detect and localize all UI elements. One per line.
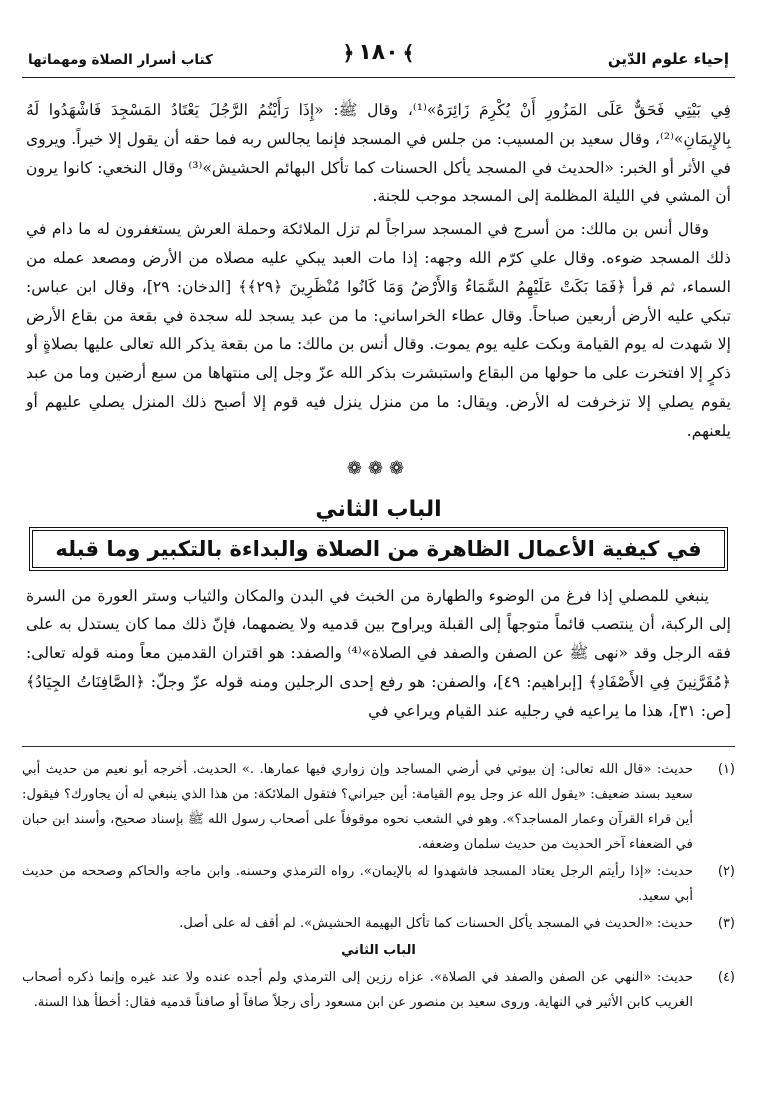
chapter-subtitle-box (32, 530, 725, 568)
main-text-2 (22, 582, 735, 726)
running-header (22, 14, 735, 78)
main-text (22, 96, 735, 446)
section-separator: ❁❁❁ (346, 457, 411, 479)
chapter-title: كتاب أسرار الصلاة ومهماتها (28, 52, 213, 68)
chapter-heading: الباب الثاني (315, 496, 442, 522)
footnote-section-heading: الباب الثاني (341, 942, 416, 958)
page-number-value: ١٨٠ (358, 40, 399, 65)
footnote-number: (٣) (717, 915, 735, 931)
book-page (22, 14, 735, 1104)
chapter-subtitle: في كيفية الأعمال الظاهرة من الصلاة والبداءة بالتكبير وما قبله (55, 536, 702, 561)
footnote (22, 859, 735, 909)
footnote-number: (١) (717, 761, 735, 777)
footnote-number: (٢) (717, 863, 735, 879)
footnote (22, 757, 735, 857)
ornament-right: ﴾ (402, 40, 415, 65)
footnote-text: حديث: «إذا رأيتم الرجل يعتاد المسجد فاشهدوا له بالإيمان». رواه الترمذي وحسنه. وابن ماجه والحاكم وصححه من حديث أبي سعيد. (22, 863, 693, 904)
footnote-number: (٤) (717, 969, 735, 985)
footnote-text: حديث: «النهي عن الصفن والصفد في الصلاة». عزاه رزين إلى الترمذي ولم أجده عنده ولا عند غيره وإنما ذكره أصحاب الغريب كابن الأثير في النهاية. وروى سعيد بن منصور عن ابن مسعود رأى رجلاً صافاً أو صافناً قدميه فقال: أخطأ هذا السنة. (22, 969, 693, 1010)
footnotes (22, 757, 735, 1015)
paragraph: ينبغي للمصلي إذا فرغ من الوضوء والطهارة من الخبث في البدن والمكان والثياب وستر العورة من السرة إلى الركبة، أن ينتصب قائماً متوجهاً إلى القبلة ويراوح بين قدميه ولا يضمهما، فإنّ ذلك مما كان يستدل به على فقه الرجل وقد «نهى ﷺ عن الصفن والصفد في الصلاة»⁽⁴⁾ والصفد: هو اقتران القدمين معاً ومنه قوله تعالى: ﴿مُقَرَّنِينَ فِي الأَصْفَادِ﴾ [إبراهيم: ٤٩]، والصفن: هو رفع إحدى الرجلين ومنه قوله عزّ وجلّ: ﴿الصَّافِنَاتُ الجِيَادُ﴾ [ص: ٣١]، هذا ما يراعيه في رجليه عند القيام ويراعي في (26, 586, 731, 720)
footnote-text: حديث: «الحديث في المسجد يأكل الحسنات كما تأكل البهيمة الحشيش». لم أقف له على أصل. (179, 915, 693, 931)
page-number (343, 40, 415, 65)
ornament-left: ﴿ (342, 40, 355, 65)
footnote-divider (22, 746, 735, 747)
paragraph: وقال أنس بن مالك: من أسرج في المسجد سراجاً لم تزل الملائكة وحملة العرش يستغفرون له ما دام في ذلك المسجد ضوءه. وقال علي كرّم الله وجهه: إذا مات العبد يبكي عليه مصلاه من الأرض ومصعد عمله من السماء، ثم قرأ ﴿فَمَا بَكَتْ عَلَيْهِمُ السَّمَاءُ وَالأَرْضُ وَمَا كَانُوا مُنْظَرِينَ ﴿٢٩﴾﴾ [الدخان: ٢٩]، وقال ابن عباس: تبكي عليه الأرض أربعين صباحاً. وقال عطاء الخراساني: ما من عبد يسجد لله سجدة في بقعة من بقاع الأرض إلا شهدت له يوم القيامة وبكت عليه يوم يموت. وقال أنس بن مالك: ما من بقعة يذكر الله تعالى عليها بصلاةٍ أو ذكرٍ إلا افتخرت على ما حولها من البقاع واستبشرت بذكر الله عزّ وجل إلى منتهاها من سبع أرضين وما من عبد يقوم يصلي إلا تزخرفت له الأرض. ويقال: ما من منزل ينزل فيه قوم إلا أصبح ذلك المنزل يصلي عليهم أو يلعنهم. (26, 220, 731, 440)
footnote (22, 911, 735, 936)
footnote-text: حديث: «قال الله تعالى: إن بيوتي في أرضي المساجد وإن زواري فيها عمارها. .» الحديث. أخرجه أبو نعيم من حديث أبي سعيد بسند ضعيف: «يقول الله عز وجل يوم القيامة: أين جيراني؟ فتقول الملائكة: من هذا الذي ينبغي له أن يجاورك؟ فيقول: أين قراء القرآن وعمار المساجد؟». وهو في الشعب نحوه موقوفاً على أصحاب رسول الله ﷺ بإسناد صحيح، وأسند ابن حبان في الضعفاء آخر الحديث من حديث سلمان وضعفه. (22, 761, 693, 852)
book-title: إحياء علوم الدّين (607, 50, 729, 68)
paragraph-continued: فِي بَيْتِي فَحَقٌّ عَلَى المَزُورِ أَنْ يُكْرِمَ زَائِرَهُ»⁽¹⁾، وقال ﷺ: «إِذَا رَأَيْتُمُ الرَّجُلَ يَعْتَادُ المَسْجِدَ فَاشْهَدُوا لَهُ بِالإِيمَانِ»⁽²⁾، وقال سعيد بن المسيب: من جلس في المسجد فإنما يجالس ربه فما حقه أن يقول إلا خيراً. ويروى في الأثر أو الخبر: «الحديث في المسجد يأكل الحسنات كما تأكل البهائم الحشيش»⁽³⁾ وقال النخعي: كانوا يرون أن المشي في الليلة المظلمة إلى المسجد موجب للجنة. (26, 101, 731, 206)
footnote (22, 965, 735, 1015)
